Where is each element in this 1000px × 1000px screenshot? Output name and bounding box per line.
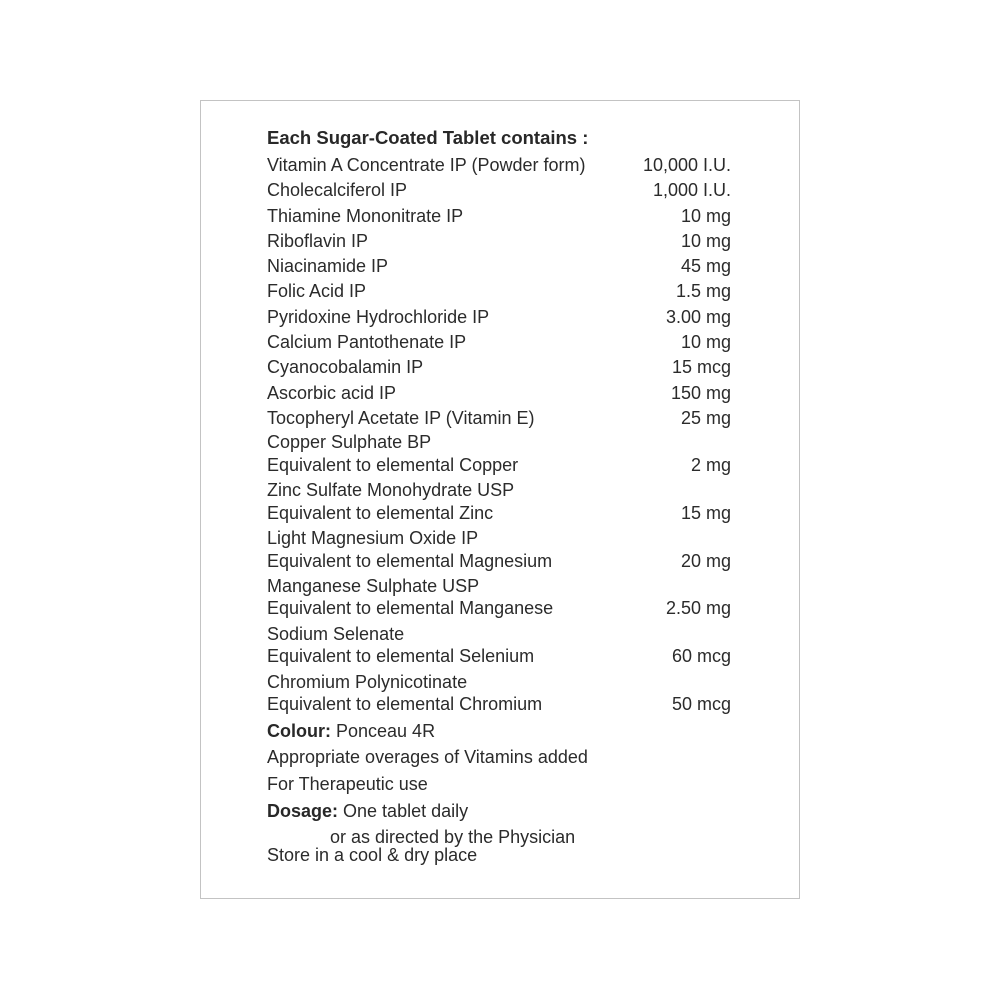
ingredient-name: Cholecalciferol IP [267, 180, 408, 201]
ingredient-amount: 3.00 mg [665, 306, 731, 327]
ingredient-row [267, 381, 731, 406]
mineral-group [267, 623, 731, 668]
mineral-equivalent: Equivalent to elemental Chromium [267, 694, 543, 715]
ingredient-amount: 10 mg [680, 230, 731, 251]
composition-list [267, 125, 731, 867]
ingredient-name: Cyanocobalamin IP [267, 357, 424, 378]
mineral-equivalent: Equivalent to elemental Magnesium [267, 550, 553, 571]
ingredient-row [267, 204, 731, 229]
overages-note: Appropriate overages of Vitamins added [267, 746, 588, 767]
ingredient-amount: 10,000 I.U. [642, 155, 731, 175]
ingredient-name: Folic Acid IP [267, 281, 367, 302]
ingredient-name: Thiamine Mononitrate IP [267, 205, 464, 226]
mineral-source: Zinc Sulfate Monohydrate USP [267, 480, 515, 501]
ingredient-amount: 150 mg [670, 382, 731, 403]
colour-value: Ponceau 4R [336, 720, 436, 741]
mineral-group [267, 431, 731, 476]
mineral-equivalent-row [267, 597, 731, 620]
ingredient-name: Niacinamide IP [267, 256, 389, 277]
ingredient-row [267, 406, 731, 431]
ingredient-name: Ascorbic acid IP [267, 382, 397, 403]
ingredient-amount: 10 mg [680, 332, 731, 353]
mineral-group [267, 575, 731, 620]
mineral-equivalent-row [267, 645, 731, 668]
storage-note: Store in a cool & dry place [267, 845, 478, 865]
ingredient-row [267, 153, 731, 178]
mineral-equivalent: Equivalent to elemental Copper [267, 454, 519, 475]
dosage-note [267, 799, 731, 824]
mineral-equivalent-row [267, 550, 731, 573]
ingredient-row [267, 178, 731, 203]
ingredient-row [267, 254, 731, 279]
ingredient-name: Calcium Pantothenate IP [267, 332, 467, 353]
ingredient-amount: 45 mg [680, 256, 731, 277]
ingredient-name: Vitamin A Concentrate IP (Powder form) [267, 155, 586, 175]
mineral-equivalent: Equivalent to elemental Zinc [267, 502, 494, 523]
ingredient-amount: 1.5 mg [675, 281, 731, 302]
colour-note [267, 719, 731, 744]
mineral-group [267, 671, 731, 716]
mineral-amount: 20 mg [680, 550, 731, 571]
ingredient-name: Tocopheryl Acetate IP (Vitamin E) [267, 407, 535, 428]
mineral-amount: 2.50 mg [665, 598, 731, 619]
mineral-group [267, 479, 731, 524]
dosage-value: One tablet daily [343, 801, 469, 822]
therapeutic-note: For Therapeutic use [267, 774, 428, 795]
mineral-equivalent: Equivalent to elemental Manganese [267, 598, 554, 619]
mineral-amount: 50 mcg [671, 694, 731, 715]
ingredient-row [267, 330, 731, 355]
ingredient-amount: 25 mg [680, 407, 731, 428]
mineral-source: Manganese Sulphate USP [267, 575, 480, 596]
mineral-group [267, 527, 731, 572]
mineral-equivalent: Equivalent to elemental Selenium [267, 646, 535, 667]
mineral-source: Chromium Polynicotinate [267, 671, 468, 692]
dosage-alt-line: or as directed by the Physician [330, 826, 576, 847]
ingredient-row [267, 229, 731, 254]
mineral-equivalent-row [267, 693, 731, 716]
ingredient-amount: 15 mcg [671, 357, 731, 378]
dosage-label: Dosage: [267, 801, 339, 822]
colour-label: Colour: [267, 720, 331, 741]
label-panel [200, 100, 800, 899]
ingredient-row [267, 279, 731, 304]
ingredient-row [267, 355, 731, 380]
panel-heading: Each Sugar-Coated Tablet contains : [267, 127, 589, 148]
mineral-source: Light Magnesium Oxide IP [267, 528, 479, 549]
ingredient-name: Pyridoxine Hydrochloride IP [267, 306, 490, 327]
ingredient-row [267, 305, 731, 330]
ingredient-amount: 1,000 I.U. [652, 180, 731, 201]
mineral-source: Copper Sulphate BP [267, 432, 432, 453]
mineral-amount: 15 mg [680, 502, 731, 523]
mineral-amount: 2 mg [690, 454, 731, 475]
mineral-equivalent-row [267, 502, 731, 525]
mineral-equivalent-row [267, 454, 731, 477]
ingredient-amount: 10 mg [680, 205, 731, 226]
mineral-source: Sodium Selenate [267, 623, 405, 644]
mineral-amount: 60 mcg [671, 646, 731, 667]
ingredient-name: Riboflavin IP [267, 230, 369, 251]
